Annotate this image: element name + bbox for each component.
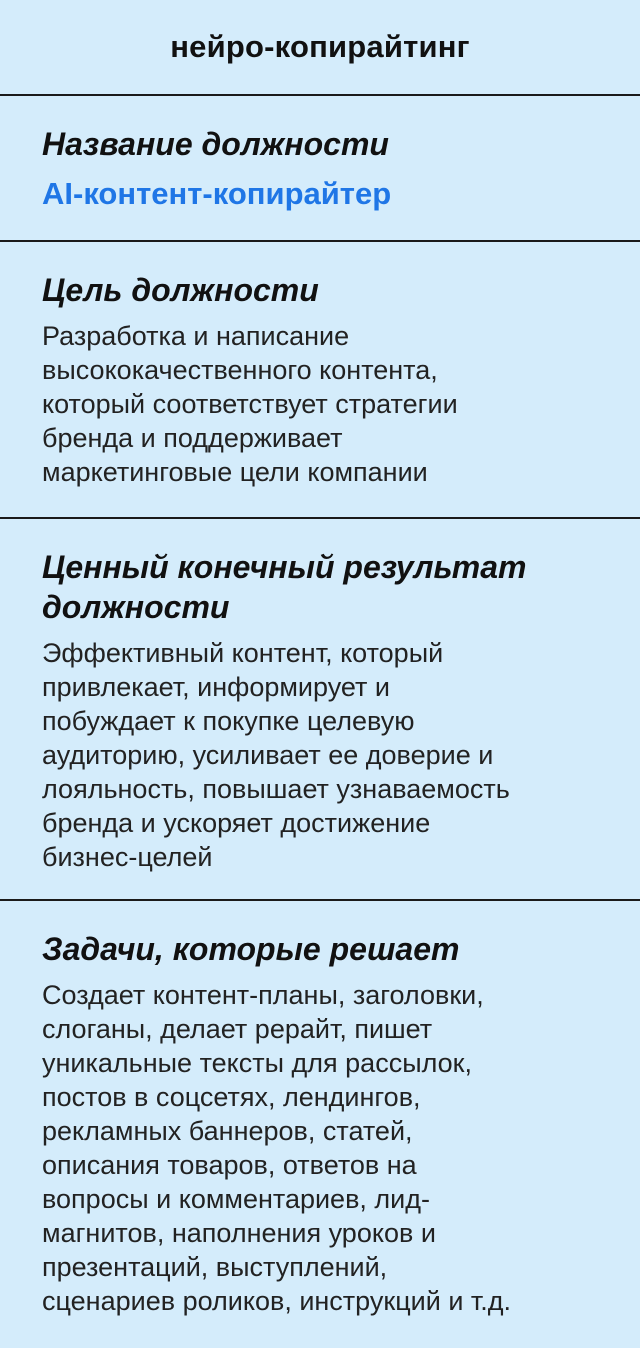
page-title: нейро-копирайтинг <box>170 29 470 64</box>
section-text: Разработка и написание высококачественного контента, который соответствует стратегии бренда и поддерживает маркетинговые цели компании <box>42 321 458 487</box>
header <box>0 0 640 96</box>
section-text: Эффективный контент, который привлекает, информирует и побуждает к покупке целевую аудиторию, усиливает ее доверие и лояльность, повышает узнаваемость бренда и ускоряет достижение бизнес-целей <box>42 638 510 872</box>
section-heading: Ценный конечный результат должности <box>42 549 527 625</box>
section-job-goal <box>0 242 640 519</box>
section-heading: Задачи, которые решает <box>42 931 460 967</box>
section-heading: Название должности <box>42 126 389 162</box>
section-final-result <box>0 519 640 901</box>
job-title-value: AI-контент-копирайтер <box>42 176 392 211</box>
section-tasks <box>0 901 640 1348</box>
section-text: Создает контент-планы, заголовки, слоганы, делает рерайт, пишет уникальные тексты для рассылок, постов в соцсетях, лендингов, рекламных баннеров, статей, описания товаров, ответов на вопросы и комментариев, лид- магнитов, наполнения уроков и презентаций, выступлений, сценариев роликов, инструкций и т.д. <box>42 980 512 1316</box>
section-job-title <box>0 96 640 242</box>
section-heading: Цель должности <box>42 272 319 308</box>
